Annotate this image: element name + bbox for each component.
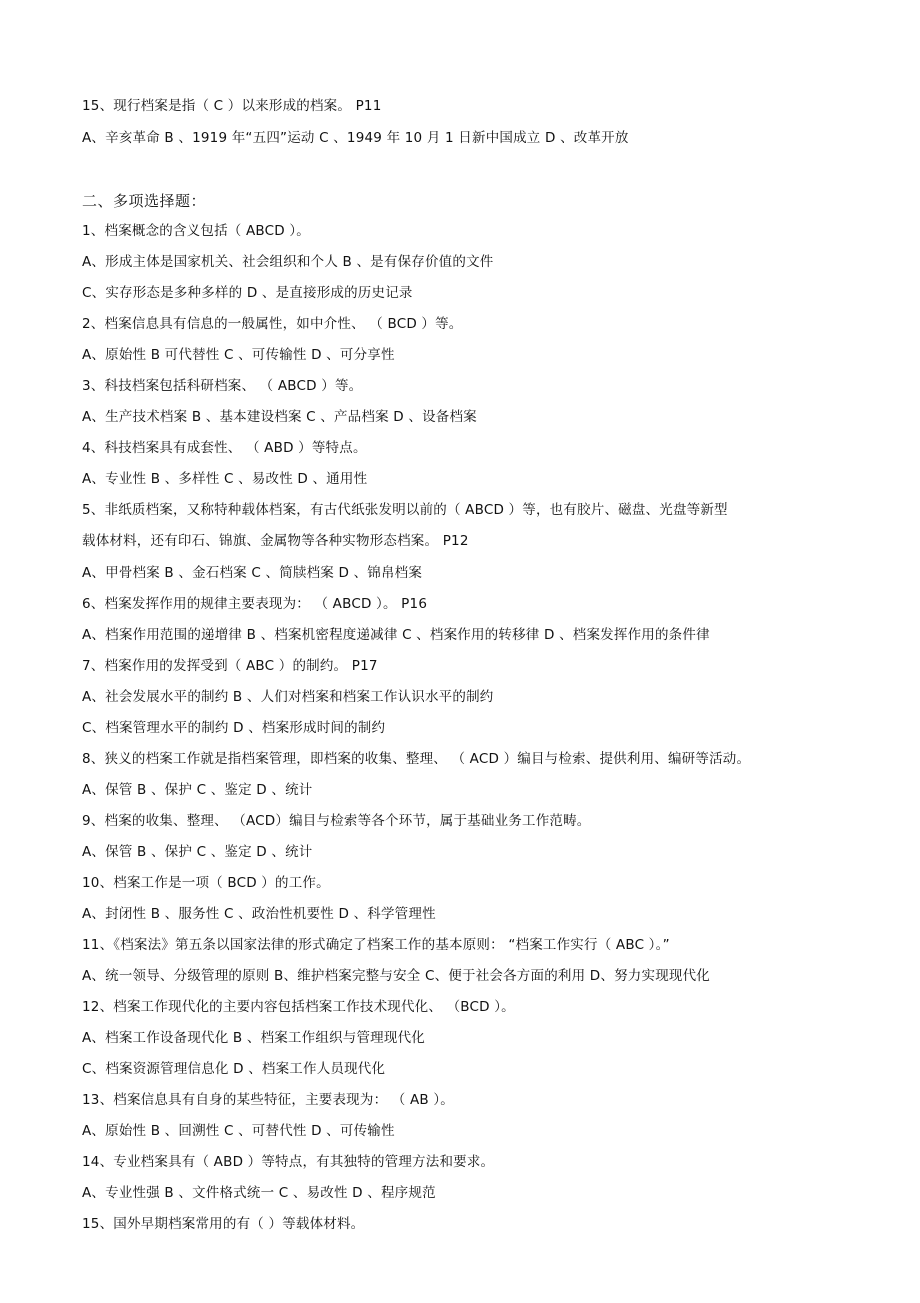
question-7: 7、档案作用的发挥受到（ ABC ）的制约。 P17 — [82, 658, 378, 674]
options-q12-ab: A、档案工作设备现代化 B 、档案工作组织与管理现代化 — [82, 1030, 425, 1046]
options-q11: A、统一领导、分级管理的原则 B、维护档案完整与安全 C、便于社会各方面的利用 D、努力实现现代化 — [82, 968, 710, 984]
question-4: 4、科技档案具有成套性、 （ ABD ）等特点。 — [82, 440, 367, 456]
question-5-continued: 载体材料，还有印石、锦旗、金属物等各种实物形态档案。 P12 — [82, 533, 469, 549]
question-5: 5、非纸质档案，又称特种载体档案，有古代纸张发明以前的（ ABCD ）等，也有胶片、磁盘、光盘等新型 — [82, 502, 728, 518]
options-q3: A、生产技术档案 B 、基本建设档案 C 、产品档案 D 、设备档案 — [82, 409, 477, 425]
question-9: 9、档案的收集、整理、 （ACD）编目与检索等各个环节，属于基础业务工作范畴。 — [82, 813, 591, 829]
options-q4: A、专业性 B 、多样性 C 、易改性 D 、通用性 — [82, 471, 368, 487]
question-2: 2、档案信息具有信息的一般属性，如中介性、 （ BCD ）等。 — [82, 316, 463, 332]
options-q12-cd: C、档案资源管理信息化 D 、档案工作人员现代化 — [82, 1061, 386, 1077]
options-q7-ab: A、社会发展水平的制约 B 、人们对档案和档案工作认识水平的制约 — [82, 689, 494, 705]
question-11: 11、《档案法》第五条以国家法律的形式确定了档案工作的基本原则： “档案工作实行（ ABC ）。” — [82, 937, 670, 953]
options-q1-cd: C、实存形态是多种多样的 D 、是直接形成的历史记录 — [82, 285, 413, 301]
options-q10: A、封闭性 B 、服务性 C 、政治性机要性 D 、科学管理性 — [82, 906, 436, 922]
question-15-multiple: 15、国外早期档案常用的有（ ）等载体材料。 — [82, 1216, 365, 1232]
question-10: 10、档案工作是一项（ BCD ）的工作。 — [82, 875, 330, 891]
question-8: 8、狭义的档案工作就是指档案管理，即档案的收集、整理、 （ ACD ）编目与检索、提供利用、编研等活动。 — [82, 751, 751, 767]
options-q9: A、保管 B 、保护 C 、鉴定 D 、统计 — [82, 844, 313, 860]
options-q14: A、专业性强 B 、文件格式统一 C 、易改性 D 、程序规范 — [82, 1185, 436, 1201]
options-q8: A、保管 B 、保护 C 、鉴定 D 、统计 — [82, 782, 313, 798]
options-q1-ab: A、形成主体是国家机关、社会组织和个人 B 、是有保存价值的文件 — [82, 254, 494, 270]
options-q5: A、甲骨档案 B 、金石档案 C 、简牍档案 D 、锦帛档案 — [82, 565, 423, 581]
options-q6: A、档案作用范围的递增律 B 、档案机密程度递减律 C 、档案作用的转移律 D 、档案发挥作用的条件律 — [82, 627, 710, 643]
question-6: 6、档案发挥作用的规律主要表现为： （ ABCD ）。 P16 — [82, 596, 428, 612]
question-15-single-choice: 15、现行档案是指（ C ）以来形成的档案。 P11 — [82, 98, 382, 114]
question-12: 12、档案工作现代化的主要内容包括档案工作技术现代化、 （BCD ）。 — [82, 999, 515, 1015]
options-q7-cd: C、档案管理水平的制约 D 、档案形成时间的制约 — [82, 720, 386, 736]
question-14: 14、专业档案具有（ ABD ）等特点，有其独特的管理方法和要求。 — [82, 1154, 495, 1170]
options-q2: A、原始性 B 可代替性 C 、可传输性 D 、可分享性 — [82, 347, 395, 363]
section-heading-multiple-choice: 二、多项选择题： — [82, 192, 207, 210]
options-q15-single: A、辛亥革命 B 、1919 年“五四”运动 C 、1949 年 10 月 1 日新中国成立 D 、改革开放 — [82, 130, 629, 146]
question-3: 3、科技档案包括科研档案、 （ ABCD ）等。 — [82, 378, 363, 394]
options-q13: A、原始性 B 、回溯性 C 、可替代性 D 、可传输性 — [82, 1123, 395, 1139]
question-13: 13、档案信息具有自身的某些特征，主要表现为： （ AB ）。 — [82, 1092, 454, 1108]
question-1: 1、档案概念的含义包括（ ABCD ）。 — [82, 223, 311, 239]
